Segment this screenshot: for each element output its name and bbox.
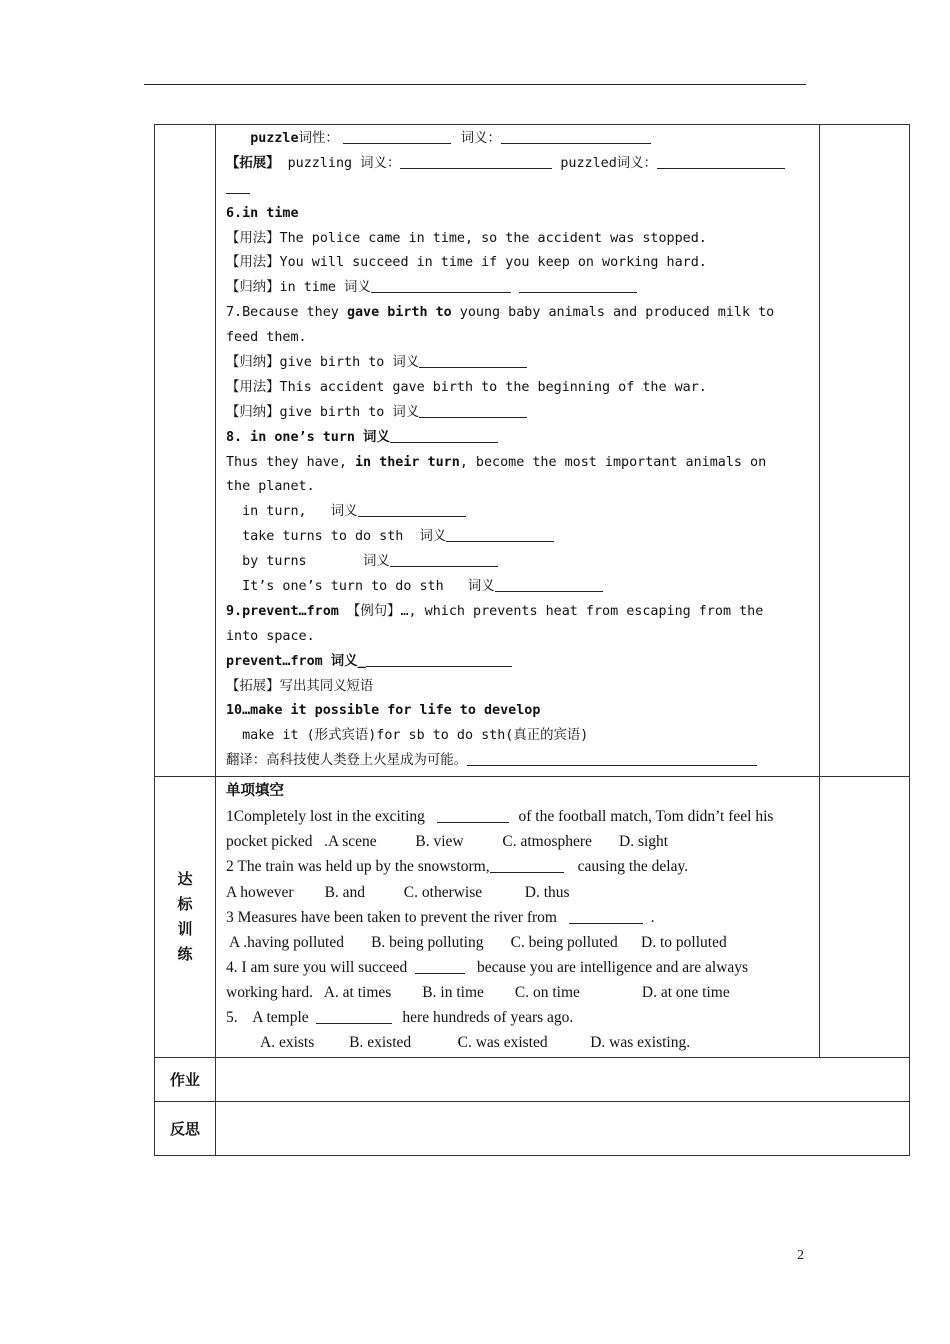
answer-blank[interactable] [390,551,498,567]
vocab-notes-cell [820,125,910,777]
answer-blank[interactable] [400,153,552,169]
exercise-label-char: 标 [177,895,193,914]
worksheet-table [154,124,910,1156]
exercise-label-char: 练 [177,945,193,964]
vocab-line: the planet. [226,479,315,495]
answer-blank[interactable] [419,352,527,368]
exercise-row [155,777,910,1058]
vocab-line: feed them. [226,330,307,346]
answer-blank[interactable] [490,857,564,873]
homework-label: 作业 [155,1058,216,1102]
answer-blank[interactable] [358,501,466,517]
page-number: 2 [797,1248,804,1263]
vocab-heading: 10…make it possible for life to develop [226,703,541,719]
exercise-label-char: 达 [177,870,193,889]
homework-row [155,1058,910,1102]
exercise-label-cell [155,777,216,1058]
vocab-line: 【归纳】in time 词义 [226,276,811,301]
vocab-heading: 8. in one’s turn 词义 [226,426,811,451]
vocab-line: by turns 词义 [226,550,811,575]
exercise-heading: 单项填空 [226,783,284,800]
exercise-content-cell [216,777,820,1058]
exercise-label-chars [155,867,215,967]
vocab-line: 【拓展】 puzzling 词义： puzzled词义： [226,152,811,177]
vocab-line: 【归纳】give birth to 词义 [226,351,811,376]
vocab-line: into space. [226,628,315,644]
answer-blank[interactable] [519,277,637,293]
vocab-line: take turns to do sth 词义 [226,525,811,550]
vocab-line: in turn, 词义 [226,500,811,525]
question-options: A .having polluted B. being polluting C. being polluted D. to polluted [226,933,727,951]
answer-blank[interactable] [390,427,498,443]
reflection-cell[interactable] [216,1102,910,1156]
exercise-label-char: 训 [177,920,193,939]
vocab-heading: 6.in time [226,205,299,221]
question-options: A. exists B. existed C. was existed D. was existing. [226,1034,691,1052]
vocab-line: It’s one’s turn to do sth 词义 [226,575,811,600]
homework-cell[interactable] [216,1058,910,1102]
vocab-line: 【用法】The police came in time, so the accident was stopped. [226,230,707,246]
answer-blank[interactable] [437,807,509,823]
vocab-row [155,125,910,777]
answer-blank[interactable] [343,128,451,144]
answer-blank[interactable] [366,651,512,667]
reflection-label: 反思 [155,1102,216,1156]
vocab-content [216,125,819,776]
vocab-content-cell [216,125,820,777]
vocab-label-cell [155,125,216,777]
vocab-line: 9.prevent…from 【例句】…, which prevents heat from escaping from the [226,603,764,619]
answer-blank[interactable] [569,908,643,924]
answer-blank[interactable] [371,277,511,293]
answer-blank[interactable] [316,1008,392,1024]
answer-blank[interactable] [226,178,250,194]
vocab-line: make it (形式宾语)for sb to do sth(真正的宾语) [226,728,589,744]
answer-blank[interactable] [495,576,603,592]
answer-blank[interactable] [657,153,785,169]
question-options: A however B. and C. otherwise D. thus [226,883,570,901]
question-line: 5. A temple here hundreds of years ago. [226,1009,574,1026]
vocab-line: puzzle词性： 词义： [226,127,811,152]
answer-blank[interactable] [467,750,757,766]
exercise-content [216,777,819,1057]
vocab-line: 7.Because they gave birth to young baby animals and produced milk to [226,305,775,321]
vocab-line: 【归纳】give birth to 词义 [226,401,811,426]
question-line: 2 The train was held up by the snowstorm, causing the delay. [226,858,689,876]
vocab-heading: prevent…from 词义_ [226,650,811,675]
answer-blank[interactable] [415,958,465,974]
vocab-line: 翻译：高科技使人类登上火星成为可能。 [226,749,811,774]
question-line: 3 Measures have been taken to prevent the river from . [226,908,655,926]
vocab-line: 【用法】You will succeed in time if you keep on working hard. [226,255,707,271]
question-options: working hard. A. at times B. in time C. on time D. at one time [226,983,730,1001]
answer-blank[interactable] [419,402,527,418]
exercise-label [155,867,215,967]
exercise-notes-cell [820,777,910,1058]
question-options: pocket picked .A scene B. view C. atmosphere D. sight [226,833,669,851]
vocab-line: 【用法】This accident gave birth to the beginning of the war. [226,379,707,395]
vocab-line: 【拓展】写出其同义短语 [226,678,374,694]
question-line: 1Completely lost in the exciting of the football match, Tom didn’t feel his [226,808,774,826]
vocab-line: Thus they have, in their turn, become the most important animals on [226,454,767,470]
answer-blank[interactable] [446,526,554,542]
vocab-line [226,177,811,202]
header-rule [144,84,806,85]
answer-blank[interactable] [501,128,651,144]
question-line: 4. I am sure you will succeed because you are intelligence and are always [226,958,749,976]
reflection-row [155,1102,910,1156]
